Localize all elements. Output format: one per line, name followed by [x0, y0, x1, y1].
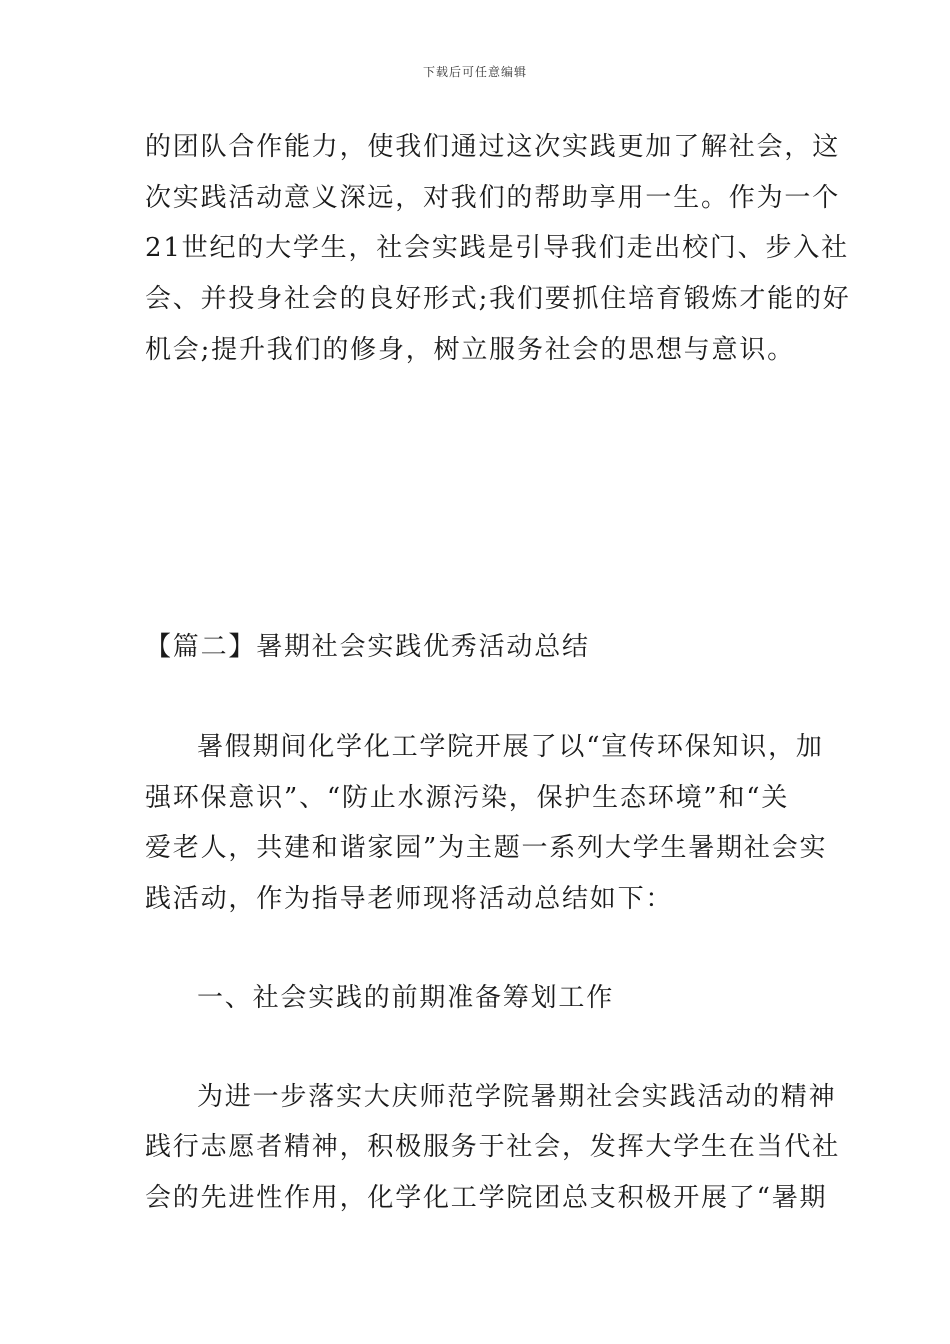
paragraph-line: 为进一步落实大庆师范学院暑期社会实践活动的精神: [197, 1082, 837, 1112]
paragraph-line: 践行志愿者精神，积极服务于社会，发挥大学生在当代社: [145, 1132, 841, 1162]
paragraph-line: 暑假期间化学化工学院开展了以“宣传环保知识，加: [197, 732, 824, 762]
paragraph-line: 次实践活动意义深远，对我们的帮助享用一生。作为一个: [145, 183, 841, 213]
page-header: 下载后可任意编辑: [422, 65, 527, 79]
paragraph-line: 21世纪的大学生，社会实践是引导我们走出校门、步入社: [145, 233, 849, 263]
paragraph-line: 爱老人，共建和谐家园”为主题一系列大学生暑期社会实: [145, 833, 828, 863]
paragraph-line: 机会;提升我们的修身，树立服务社会的思想与意识。: [145, 335, 795, 365]
paragraph-line: 的团队合作能力，使我们通过这次实践更加了解社会，这: [145, 132, 841, 162]
paragraph-line: 会、并投身社会的良好形式;我们要抓住培育锻炼才能的好: [145, 284, 851, 314]
paragraph-line: 践活动，作为指导老师现将活动总结如下：: [145, 884, 674, 914]
subheading: 一、社会实践的前期准备筹划工作: [197, 983, 615, 1013]
section-title: 【篇二】暑期社会实践优秀活动总结: [145, 632, 590, 662]
paragraph-line: 会的先进性作用，化学化工学院团总支积极开展了“暑期: [145, 1183, 828, 1213]
paragraph-line: 强环保意识”、“防止水源污染，保护生态环境”和“关: [145, 783, 790, 813]
